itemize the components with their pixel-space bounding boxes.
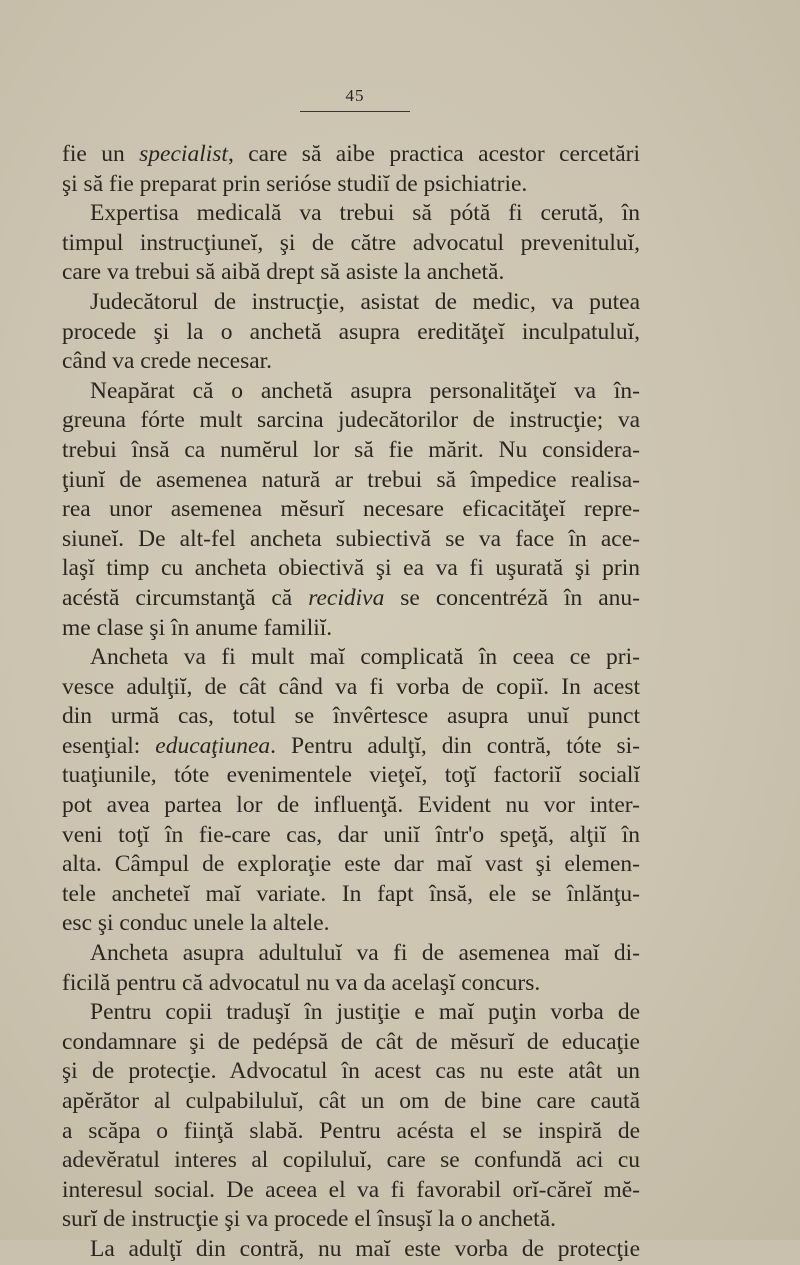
text-line	[62, 584, 640, 614]
body-text	[62, 140, 640, 1265]
text-line	[62, 1057, 640, 1087]
text-segment: La adulţĭ din contră, nu maĭ este vorba de protecţie	[90, 1235, 640, 1262]
text-segment: vesce adulţiĭ, de cât când va fi vorba de copiĭ. In acest	[62, 673, 640, 700]
text-segment: când va crede necesar.	[62, 348, 273, 375]
text-line	[62, 466, 640, 496]
text-segment: fie un	[62, 141, 140, 167]
text-line	[62, 258, 640, 288]
text-segment: timpul instrucţiuneĭ, şi de către advocatul prevenituluĭ,	[62, 229, 640, 256]
text-segment: Neapărat că o anchetă asupra personalităţeĭ va în-	[90, 377, 640, 404]
italic-term: recidiva	[308, 584, 385, 611]
text-line	[62, 318, 640, 348]
text-line	[62, 821, 640, 851]
italic-term: specialist	[139, 141, 228, 167]
text-segment: laşĭ timp cu ancheta obiectivă şi ea va fi uşurată şi prin	[62, 555, 640, 582]
text-segment: Ancheta asupra adultuluĭ va fi de asemenea maĭ di-	[90, 940, 640, 967]
text-segment: tuaţiunile, tóte evenimentele vieţeĭ, toţĭ factoriĭ socialĭ	[62, 762, 640, 789]
text-line	[62, 791, 640, 821]
text-line	[62, 495, 640, 525]
text-segment: a scăpa o fiinţă slabă. Pentru acésta el se inspiră de	[62, 1117, 640, 1144]
text-segment: Pentru copii traduşĭ în justiţie e maĭ puţin vorba de	[90, 999, 640, 1026]
italic-term: educaţiunea	[155, 732, 271, 759]
text-line	[62, 1176, 640, 1206]
text-line	[62, 614, 640, 644]
text-segment: acéstă circumstanţă că	[62, 584, 309, 611]
text-line	[62, 880, 640, 910]
text-segment: siuneĭ. De alt-fel ancheta subiectivă se va face în ace-	[62, 525, 640, 552]
text-line	[62, 525, 640, 555]
text-segment: esc şi conduc unele la altele.	[62, 910, 330, 937]
text-segment: . Pentru adulţĭ, din contră, tóte si-	[270, 732, 640, 759]
text-line	[62, 377, 640, 407]
text-line	[62, 1235, 640, 1265]
text-segment: adevĕratul interes al copiluluĭ, care se confundă aci cu	[62, 1147, 640, 1174]
text-line	[62, 702, 640, 732]
text-segment: tele ancheteĭ maĭ variate. In fapt însă, ele se înlănţu-	[62, 880, 640, 907]
text-line	[62, 406, 640, 436]
text-segment: interesul social. De aceea el va fi favorabil orĭ-căreĭ mĕ-	[62, 1176, 640, 1203]
text-segment: pot avea partea lor de influenţă. Evident nu vor inter-	[62, 792, 640, 819]
text-line	[62, 229, 640, 259]
text-segment: se concentréză în anu-	[384, 584, 640, 611]
text-line	[62, 761, 640, 791]
text-line	[62, 288, 640, 318]
text-segment: esenţial:	[62, 732, 156, 759]
text-segment: me clase şi în anume familiĭ.	[62, 614, 333, 641]
text-line	[62, 1205, 640, 1235]
text-segment: procede şi la o anchetă asupra eredităţeĭ inculpatuluĭ,	[62, 318, 640, 345]
text-segment: care va trebui să aibă drept să asiste la anchetă.	[62, 259, 505, 286]
text-line	[62, 1087, 640, 1117]
text-segment: apĕrător al culpabiluluĭ, cât un om de bine care caută	[62, 1088, 640, 1114]
text-line	[62, 347, 640, 377]
text-line	[62, 732, 640, 762]
text-line	[62, 1117, 640, 1147]
text-segment: trebui însă ca numĕrul lor să fie mărit. Nu considera-	[62, 436, 640, 463]
header-rule	[300, 111, 410, 112]
text-segment: surĭ de instrucţie şi va procede el însuşĭ la o anchetă.	[62, 1206, 556, 1233]
text-segment: şi să fie preparat prin serióse studiĭ de psichiatrie.	[62, 170, 528, 197]
text-line	[62, 436, 640, 466]
text-segment: ficilă pentru că advocatul nu va da acelaşĭ concurs.	[62, 969, 541, 996]
text-segment: ţiunĭ de asemenea natură ar trebui să împedice realisa-	[62, 466, 640, 493]
text-line	[62, 969, 640, 999]
text-segment: condamnare şi de pedépsă de cât de mĕsurĭ de educaţie	[62, 1028, 640, 1055]
text-line	[62, 170, 640, 200]
text-segment: Ancheta va fi mult maĭ complicată în ceea ce pri-	[90, 644, 640, 671]
text-line	[62, 1028, 640, 1058]
text-segment: şi de protecţie. Advocatul în acest cas nu este atât un	[62, 1058, 640, 1085]
text-segment: Expertisa medicală va trebui să pótă fi cerută, în	[90, 200, 640, 227]
text-line	[62, 554, 640, 584]
page-number: 45	[345, 86, 365, 105]
text-segment: din urmă cas, totul se învêrtesce asupra unuĭ punct	[62, 703, 640, 730]
text-segment: , care să aibe practica acestor cercetări	[227, 141, 640, 167]
text-line	[62, 850, 640, 880]
text-line	[62, 673, 640, 703]
text-line	[62, 199, 640, 229]
text-line	[62, 909, 640, 939]
text-segment: rea unor asemenea mĕsurĭ necesare eficacităţeĭ repre-	[62, 496, 640, 523]
text-line	[62, 998, 640, 1028]
text-line	[62, 939, 640, 969]
text-segment: veni toţĭ în fie-care cas, dar uniĭ într'o speţă, alţiĭ în	[62, 821, 640, 848]
text-segment: Judecătorul de instrucţie, asistat de medic, va putea	[90, 288, 640, 315]
text-line	[62, 140, 640, 170]
text-segment: alta. Câmpul de exploraţie este dar maĭ vast şi elemen-	[62, 851, 640, 878]
text-line	[62, 643, 640, 673]
text-segment: greuna fórte mult sarcina judecătorilor de instrucţie; va	[62, 407, 640, 434]
text-line	[62, 1146, 640, 1176]
